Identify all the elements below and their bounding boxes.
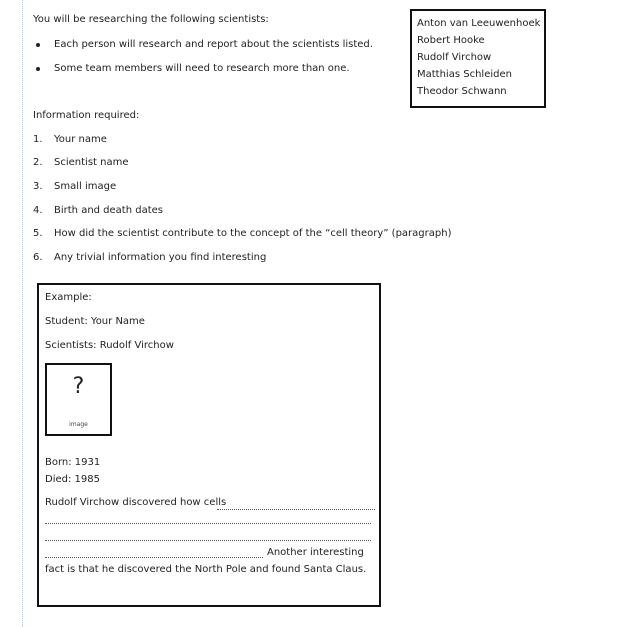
scientist-name: Matthias Schleiden	[417, 69, 512, 80]
scientist-name: Theodor Schwann	[417, 86, 507, 97]
scientist-name: Rudolf Virchow	[417, 52, 492, 63]
example-died: Died: 1985	[45, 474, 100, 485]
info-item-number: 4.	[33, 205, 43, 216]
fill-in-line	[45, 557, 263, 558]
info-heading: Information required:	[33, 110, 140, 121]
info-item-text: Birth and death dates	[54, 205, 164, 216]
intro-bullet-2: Some team members will need to research more than one.	[54, 63, 350, 74]
scientist-name: Anton van Leeuwenhoek	[417, 18, 541, 29]
fill-in-line	[45, 523, 371, 524]
example-label: Example:	[45, 292, 92, 303]
info-item-text: Your name	[54, 134, 107, 145]
example-fact: fact is that he discovered the North Pole and found Santa Claus.	[45, 564, 367, 575]
question-mark-icon: ?	[72, 374, 85, 399]
example-interesting: Another interesting	[267, 547, 364, 558]
example-student: Student: Your Name	[45, 316, 145, 327]
info-item-number: 1.	[33, 134, 43, 145]
bullet-dot	[36, 43, 40, 47]
intro-bullet-1: Each person will research and report about the scientists listed.	[54, 39, 373, 50]
intro-heading: You will be researching the following scientists:	[33, 14, 269, 25]
info-item-text: Small image	[54, 181, 117, 192]
example-scientist: Scientists: Rudolf Virchow	[45, 340, 174, 351]
example-born: Born: 1931	[45, 457, 101, 468]
scientist-name: Robert Hooke	[417, 35, 485, 46]
info-item-number: 6.	[33, 252, 43, 263]
info-item-number: 3.	[33, 181, 43, 192]
info-item-text: Scientist name	[54, 157, 129, 168]
fill-in-line	[217, 509, 375, 510]
bullet-dot	[36, 67, 40, 71]
example-discovered: Rudolf Virchow discovered how cells	[45, 497, 227, 508]
example-box	[37, 283, 381, 607]
info-item-text: How did the scientist contribute to the concept of the “cell theory” (paragraph)	[54, 228, 452, 239]
info-item-text: Any trivial information you find interesting	[54, 252, 267, 263]
info-item-number: 2.	[33, 157, 43, 168]
fill-in-line	[45, 540, 371, 541]
page-margin-guide	[22, 0, 23, 627]
image-placeholder	[45, 363, 112, 436]
image-caption: image	[69, 421, 88, 428]
info-item-number: 5.	[33, 228, 43, 239]
scientists-list-box	[410, 9, 546, 108]
